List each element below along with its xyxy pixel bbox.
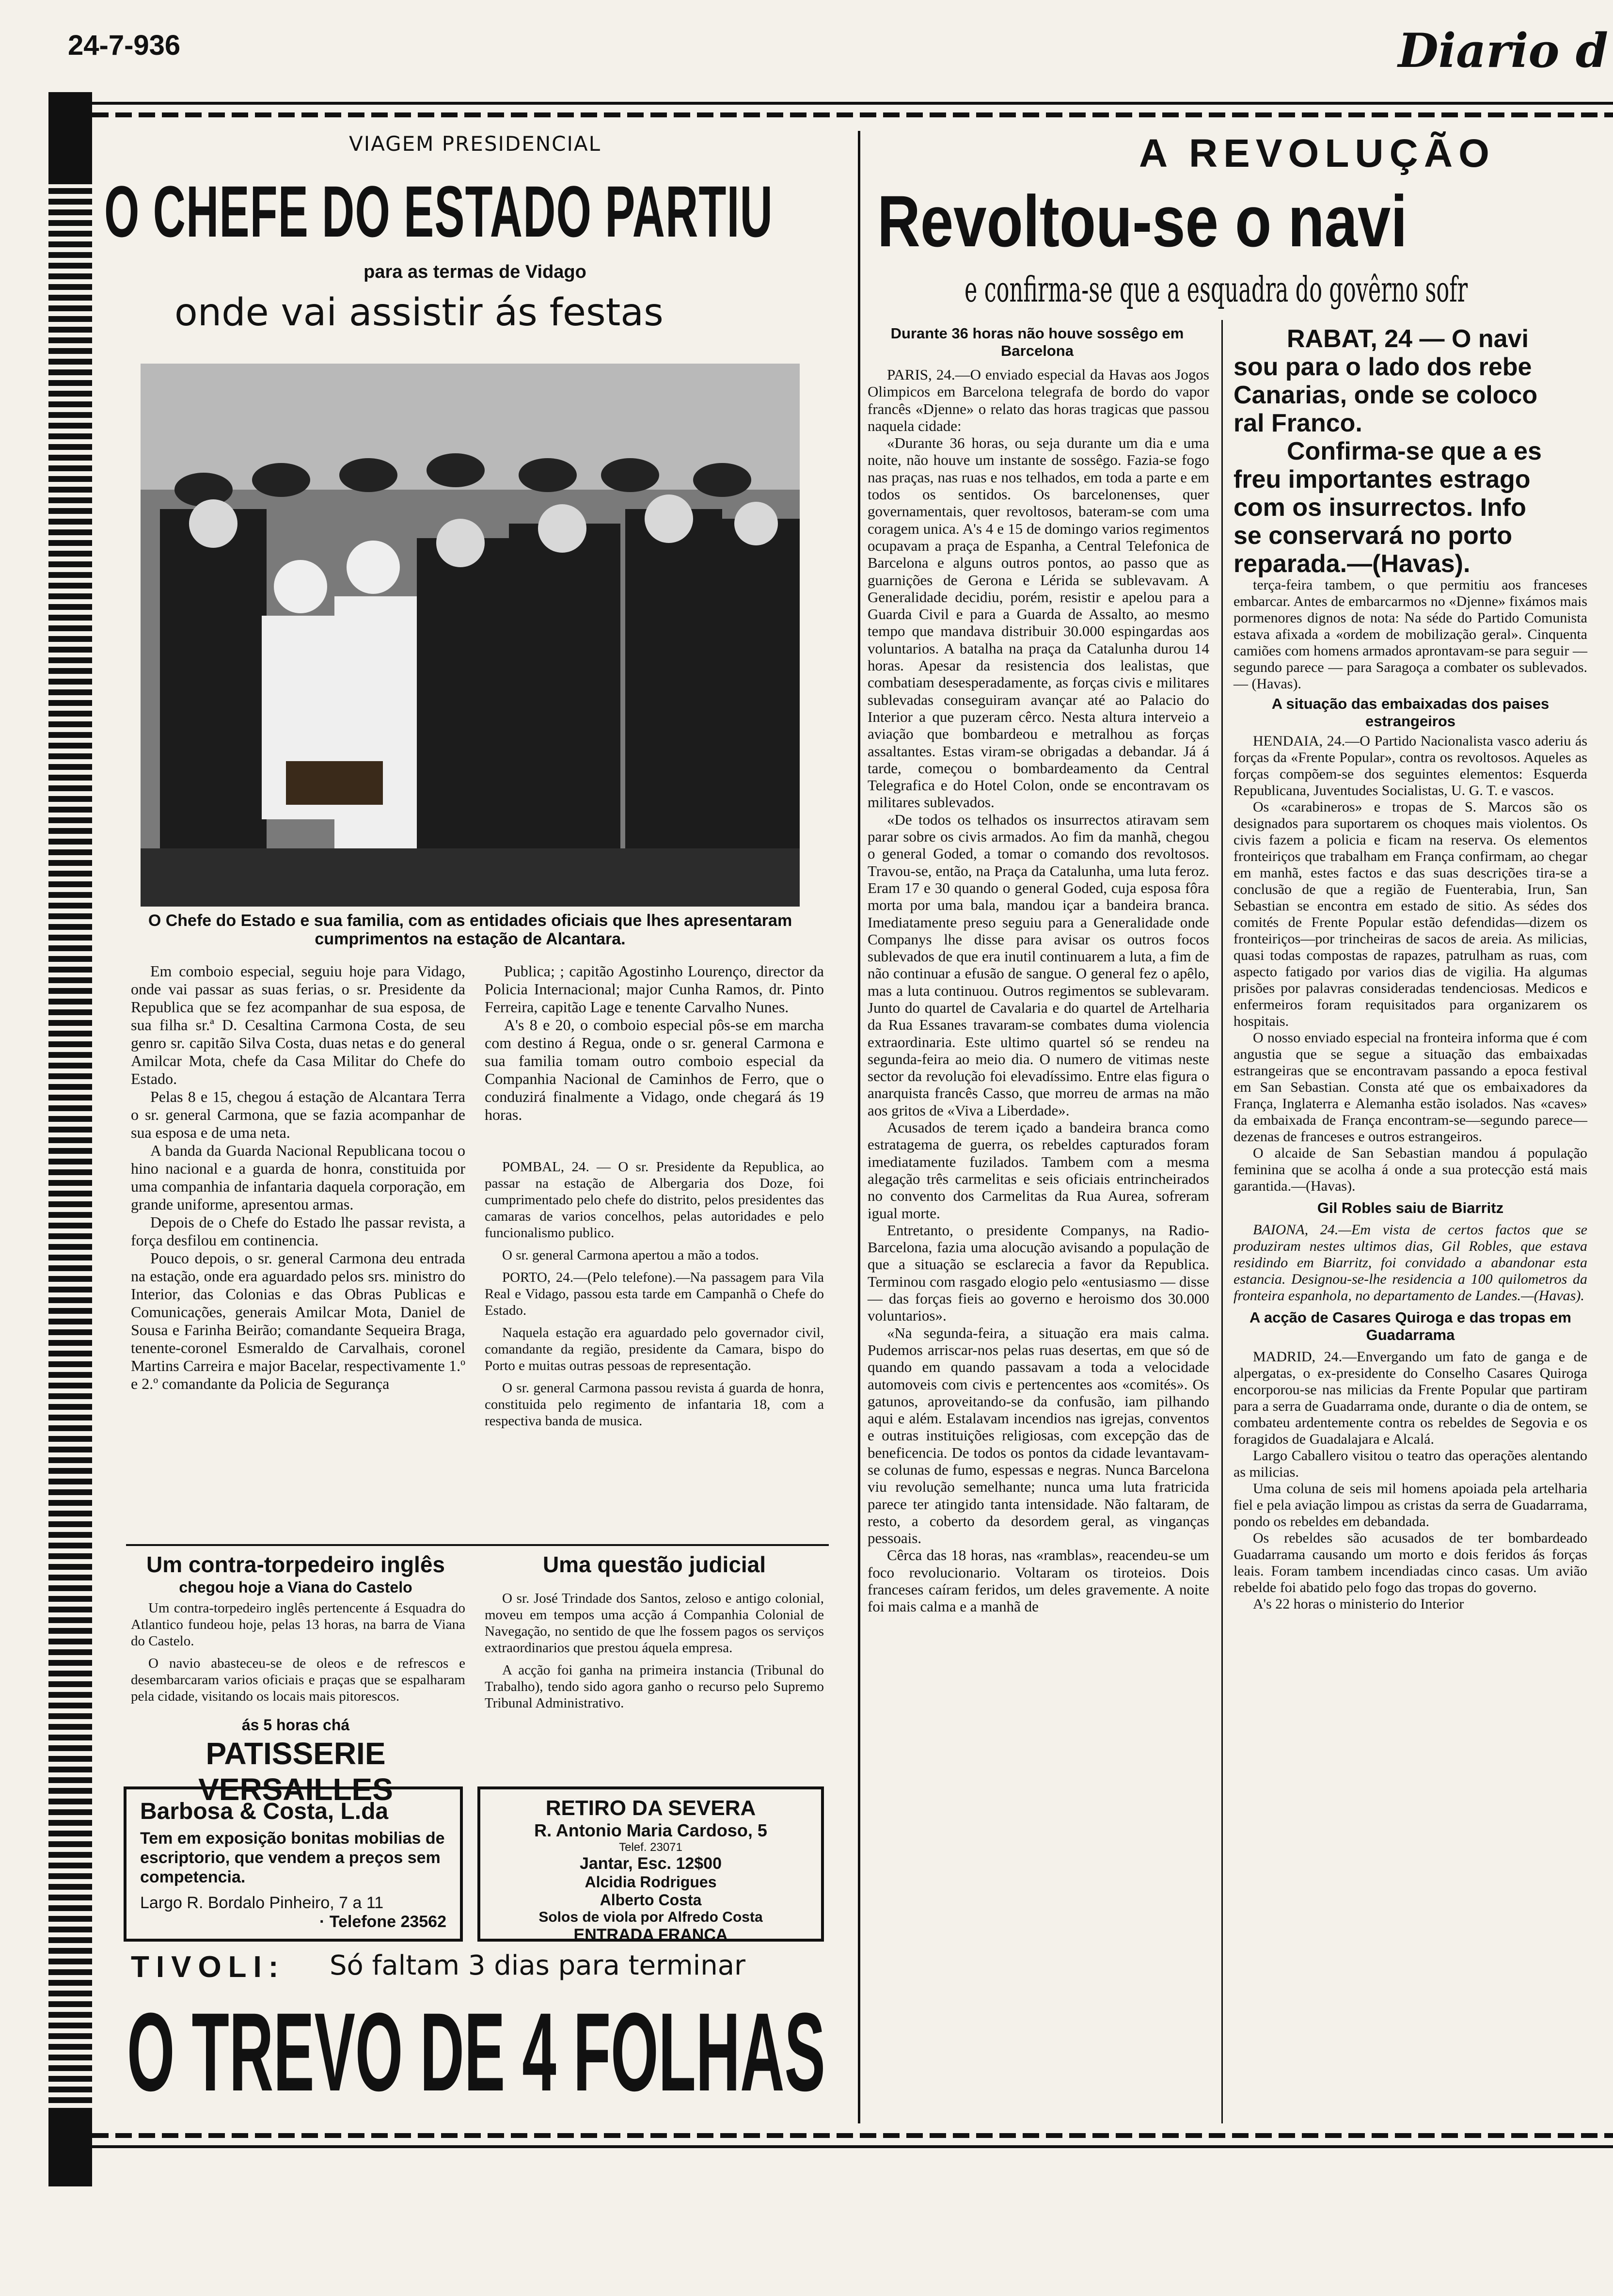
left-subhead: para as termas de Vidago bbox=[364, 262, 586, 282]
left-kicker: VIAGEM PRESIDENCIAL bbox=[348, 132, 601, 156]
barcelona-subhead: Durante 36 horas não houve sossêgo em Barcelona bbox=[890, 325, 1184, 359]
news-photo bbox=[141, 364, 800, 907]
rabat-line: RABAT, 24 — O navi bbox=[1287, 325, 1529, 353]
masthead: Diario d bbox=[1398, 23, 1608, 78]
severa-address: R. Antonio Maria Cardoso, 5 bbox=[534, 1820, 767, 1840]
paragraph: Os «carabineros» e tropas de S. Marcos são os designados para suportarem os choques mais violentos. Os civis fazem a policia e ficam na reserva. Os elementos fronteiriços que trabalham em França confirmam, ao chegar em manhã, estes factos e das suas descrições tira-se a conclusão de que a região de Fuenterabia, Irun, San Sebastian se encontra em estado de sitio. As sédes dos comités de Frente Popular estão defendidas—dizem os fronteiriços—por trincheiras de sacos de areia. As milicias, quasi todas compostas de rapazes, patrulham as ruas, com aspecto fatigado por varios dias de vigilia. Ha algumas prisões por palavras consideradas tendenciosas. Medicos e enfermeiros foram requisitados para organizarem os hospitais. bbox=[1233, 799, 1587, 1029]
paragraph: O navio abasteceu-se de oleos e de refrescos e desembarcaram varios oficiais e praças que se espalharam pela cidade, visitando os locais mais pitorescos. bbox=[131, 1656, 465, 1704]
paragraph: «Durante 36 horas, ou seja durante um dia e uma noite, não houve um instante de sossêgo. Fazia-se fogo nas praças, nas ruas e nos telhados, em toda a parte e em todos os sentidos. Os barcelonenses, quer governamentais, quer revoltosos, bateram-se com uma coragem unica. A's 4 e 15 de domingo varios regimentos ocupavam a praça de Espanha, a Central Telefonica de Barcelona e alguns outros pontos, ao passo que as guarnições de Gerona e Lérida se sublevavam. A Generalidade decidiu, porém, resistir e apelou para a Guarda Civil e para a Guarda de Assalto, ao mesmo tempo que mandava distribuir 30.000 espingardas aos voluntarios. A batalha na praça da Catalunha durou 14 horas. Apesar da resistencia dos lealistas, que combatiam desesperadamente, as forças civis e militares sublevadas conseguiram avançar até ao Palacio do Interior a que puzeram cêrco. Nesta altura interveio a aviação que bombardeou e metralhou as forças assaltantes. Estas viram-se obrigadas a debandar. Já á tarde, começou o bombardeamento da Central Telegrafica e do Hotel Colon, onde se encontravam os militares sublevados. bbox=[868, 434, 1209, 811]
torpedo-subhead: chegou hoje a Viana do Castelo bbox=[179, 1578, 412, 1596]
left-margin-block-top bbox=[48, 92, 92, 184]
severa-ad bbox=[477, 1786, 824, 1942]
paragraph: A acção foi ganha na primeira instancia (Tribunal do Trabalho), tendo sido agora ganho o recurso pelo Supremo Tribunal Administrativo. bbox=[485, 1662, 824, 1711]
paragraph: POMBAL, 24. — O sr. Presidente da Republica, ao passar na estação de Albergaria dos Doze, foi cumprimentado pelo chefe do distrito, pelos presidentes das camaras de varios concelhos, pelas autoridades e pelo funcionalismo publico. bbox=[485, 1159, 824, 1241]
paragraph: Em comboio especial, seguiu hoje para Vidago, onde vai passar as suas ferias, o sr. Presidente da Republica que se fez acompanhar de sua esposa, de sua filha sr.ª D. Cesaltina Carmona Costa, de seu genro sr. capitão Silva Costa, duas netas e do general Amilcar Mota, chefe da Casa Militar do Chefe do Estado. bbox=[131, 962, 465, 1087]
bottom-rule bbox=[92, 2145, 1613, 2148]
torpedo-headline: Um contra-torpedeiro inglês bbox=[146, 1552, 445, 1577]
rabat-line: sou para o lado dos rebe bbox=[1233, 353, 1532, 381]
paragraph: Entretanto, o presidente Companys, na Radio-Barcelona, fazia uma alocução avisando a população de que a situação se esclarecia a favor da Republica. Terminou com rasgado elogio pelo «entusiasmo — disse — das forças fieis ao governo e heroismo dos 30.000 voluntarios». bbox=[868, 1221, 1209, 1324]
barbosa-phone: · Telefone 23562 bbox=[319, 1913, 446, 1931]
photo-caption: O Chefe do Estado e sua familia, com as entidades oficiais que lhes apresentaram cumprimentos na estação de Alcantara. bbox=[148, 911, 792, 948]
rabat-line: ral Franco. bbox=[1233, 409, 1362, 437]
paragraph: BAIONA, 24.—Em vista de certos factos que se produziram nestes ultimos dias, Gil Robles, que estava residindo em Biarritz, foi convidado a abandonar esta estancia. Designou-se-lhe residencia a 100 quilometros da fronteira espanhola, no departamento de Landes.—(Havas). bbox=[1233, 1222, 1587, 1304]
severa-artist-1: Alcidia Rodrigues bbox=[585, 1873, 717, 1891]
rabat-line: Confirma-se que a es bbox=[1287, 437, 1542, 465]
tivoli-label: TIVOLI: bbox=[131, 1950, 285, 1984]
barcelona-column bbox=[868, 366, 1209, 1615]
paragraph: A's 22 horas o ministerio do Interior bbox=[1253, 1596, 1464, 1612]
top-dashed-rule bbox=[92, 112, 1613, 117]
embassy-subhead: A situação das embaixadas dos paises estrangeiros bbox=[1271, 695, 1550, 730]
left-column-1 bbox=[131, 962, 465, 1393]
paragraph: Pouco depois, o sr. general Carmona deu entrada na estação, onde era aguardado pelos srs. ministro do Interior, das Colonias e das Obras Publicas e Comunicações, generais Amilcar Mota, Daniel de Sousa e Farinha Beirão; comandante Sequeira Braga, tenente-coronel Esmeraldo de Carvalhais, coronel Martins Carreira e major Bacelar, respectivamente 1.º e 2.º comandante da Policia de Segurança bbox=[131, 1249, 465, 1392]
paragraph: «Na segunda-feira, a situação era mais calma. Pudemos arriscar-nos pelas ruas desertas, em que só de quando em quando passavam a toda a velocidade automoveis com civis e pertencentes aos «comités». Os gatunos, aproveitando-se da confusão, iam pilhando aqui e além. Estalavam incendios nas igrejas, conventos e outras instituições religiosas, com excepção das de beneficencia. De todos os pontos da cidade levantavam-se colunas de fumo, espessas e negras. Nunca Barcelona viu revolução semelhante; nunca uma luta fratricida parece ter atingido tanta intensidade. Não faltaram, de resto, a coberto da desordem geral, as vinganças pessoais. bbox=[868, 1324, 1209, 1547]
rabat-line: reparada.—(Havas). bbox=[1233, 550, 1471, 578]
paragraph: O sr. José Trindade dos Santos, zeloso e antigo colonial, moveu em tempos uma acção á Companhia Colonial de Navegação, no sentido de que lhe fossem pagos os serviços extraordinarios que prestou áquela empresa. bbox=[485, 1591, 824, 1656]
paragraph: O sr. general Carmona passou revista á guarda de honra, constituida pelo regimento de infantaria 18, com a respectiva banda de musica. bbox=[485, 1380, 824, 1429]
quiroga-subhead: A acção de Casares Quiroga e das tropas em Guadarrama bbox=[1249, 1309, 1571, 1343]
tivoli-film-title: O TREVO DE 4 FOLHAS bbox=[127, 1990, 825, 2114]
paragraph: terça-feira tambem, o que permitiu aos franceses embarcar. Antes de embarcarmos no «Djenne» fixámos mais pormenores dignos de nota: Na séde do Partido Comunista estava afixada a «ordem de mobilização geral». Cinquenta camiões com homens armados aprontavam-se para seguir — segundo parece — para Saragoça a combater os sublevados. — (Havas). bbox=[1233, 577, 1587, 692]
severa-artist-3: Solos de viola por Alfredo Costa bbox=[538, 1909, 763, 1925]
paragraph: Cêrca das 18 horas, nas «ramblas», reacendeu-se um foco revolucionario. Voltaram os tiroteios. Dois franceses caíram feridos, um deles gravemente. A noite foi mais calma e a manhã de bbox=[868, 1547, 1209, 1615]
paragraph: PORTO, 24.—(Pelo telefone).—Na passagem para Vila Real e Vidago, passou esta tarde em Campanhã o Chefe do Estado. bbox=[485, 1270, 824, 1318]
paragraph: O sr. general Carmona apertou a mão a todos. bbox=[502, 1247, 759, 1263]
photo-illustration bbox=[141, 364, 800, 907]
paragraph: Pelas 8 e 15, chegou á estação de Alcantara Terra o sr. general Carmona, que se fazia acompanhar de sua esposa e de uma neta. bbox=[131, 1088, 465, 1141]
paragraph: PARIS, 24.—O enviado especial da Havas aos Jogos Olimpicos em Barcelona telegrafa de bordo do vapor francês «Djenne» o relato das horas tragicas que passou naquela cidade: bbox=[868, 366, 1209, 434]
left-headline: O CHEFE DO ESTADO PARTIU bbox=[104, 171, 774, 252]
severa-artist-2: Alberto Costa bbox=[600, 1891, 702, 1909]
barbosa-ad bbox=[124, 1786, 463, 1942]
section-rule bbox=[126, 1544, 829, 1546]
severa-title: RETIRO DA SEVERA bbox=[545, 1796, 756, 1820]
rabat-bulletin bbox=[1233, 325, 1612, 578]
left-deck: onde vai assistir ás festas bbox=[174, 291, 664, 335]
left-column-2-dispatches bbox=[485, 1159, 824, 1435]
left-margin-block-bottom bbox=[48, 2114, 92, 2186]
patisserie-tagline: ás 5 horas chá bbox=[241, 1716, 350, 1734]
issue-date: 24-7-936 bbox=[68, 30, 181, 61]
severa-phone: Telef. 23071 bbox=[619, 1841, 682, 1854]
tivoli-subtitle: Só faltam 3 dias para terminar bbox=[330, 1950, 746, 1981]
paragraph: MADRID, 24.—Envergando um fato de ganga e de alpergatas, o ex-presidente do Conselho Casares Quiroga encorporou-se nas milicias da Frente Popular que partiram para a serra de Guadarrama onde, durante o dia de ontem, se combateu ardentemente contra os rebeldes de Segovia e os foragidos de Guadalajara e Alcalá. bbox=[1233, 1349, 1587, 1447]
left-margin-bar bbox=[48, 92, 92, 2177]
paragraph: Largo Caballero visitou o teatro das operações alentando as milicias. bbox=[1233, 1448, 1587, 1480]
top-rule bbox=[92, 102, 1613, 105]
bottom-dashed-rule bbox=[92, 2133, 1613, 2138]
paragraph: «De todos os telhados os insurrectos atiravam sem parar sobre os civis armados. Ao fim da manhã, chegou o general Goded, a tomar o comando dos revoltosos. Travou-se, então, na Praça da Catalunha, uma luta feroz. Eram 17 e 30 quando o general Goded, cuja esposa fôra morta por uma bala, mandou içar a bandeira branca. Imediatamente preso seguiu para a Generalidade onde Companys lhe disse para avisar os outros focos sublevados de que era inutil continuarem a luta, a fim de não continuar a efusão de sangue. O general fez o apêlo, mas a luta continuou. Outros regimentos se sublevaram. Junto do quartel de Cavalaria e do quartel de Artelharia da Rua Essanes travaram-se combates duma violencia extraordinaria. Este ultimo quartel só se rendeu na segunda-feira ao meio dia. O numero de vitimas neste sector da revolução foi elevadíssimo. Entre elas figura o anarquista francês Casso, que morreu de armas na mão aos gritos de «Viva a Liberdade». bbox=[868, 811, 1209, 1119]
rabat-line: se conservará no porto bbox=[1233, 522, 1513, 550]
rabat-line: com os insurrectos. Info bbox=[1233, 494, 1526, 522]
right-kicker: A REVOLUÇÃO bbox=[1139, 131, 1495, 175]
paragraph: A's 8 e 20, o comboio especial pôs-se em marcha com destino á Regua, onde o sr. general Carmona e sua familia tomam outro comboio especial da Companhia Nacional de Caminhos de Ferro, que o conduzirá finalmente a Vidago, onde chegará ás 19 horas. bbox=[485, 1016, 824, 1123]
right-deck: e confirma-se que a esquadra do govêrno sofr bbox=[965, 269, 1468, 310]
paragraph: Publica; ; capitão Agostinho Lourenço, director da Policia Internacional; major Cunha Ramos, dr. Pinto Ferreira, capitão Lage e tenente Carvalho Nunes. bbox=[485, 962, 824, 1016]
gil-robles-subhead: Gil Robles saiu de Biarritz bbox=[1317, 1199, 1504, 1216]
barbosa-address: Largo R. Bordalo Pinheiro, 7 a 11 bbox=[140, 1894, 384, 1912]
right-headline: Revoltou-se o navi bbox=[877, 180, 1407, 262]
rabat-line: Canarias, onde se coloco bbox=[1233, 381, 1538, 409]
paragraph: Naquela estação era aguardado pelo governador civil, comandante da região, presidente da Camara, bispo do Porto e muitas outras pessoas de representação. bbox=[485, 1325, 824, 1373]
severa-dinner: Jantar, Esc. 12$00 bbox=[579, 1854, 722, 1873]
patisserie-ad: PATISSERIE VERSAILLES bbox=[198, 1736, 393, 1807]
judicial-headline: Uma questão judicial bbox=[542, 1552, 766, 1577]
left-column-2 bbox=[485, 962, 824, 1124]
right-column-divider bbox=[1221, 320, 1223, 2123]
severa-entry: ENTRADA FRANCA bbox=[573, 1926, 728, 1944]
paragraph: A banda da Guarda Nacional Republicana tocou o hino nacional e a guarda de honra, constituida por uma companhia de infantaria daquela corporação, em grande uniforme, apresentou armas. bbox=[131, 1142, 465, 1213]
paragraph: Uma coluna de seis mil homens apoiada pela artelharia fiel e pela aviação limpou as cristas da serra de Guadarrama, pondo os rebeldes em debandada. bbox=[1233, 1481, 1587, 1530]
paragraph: Acusados de terem içado a bandeira branca como estratagema de guerra, os rebeldes capturados foram imediatamente fuzilados. Tambem com a mesma alegação três carmelitas e seis oficiais entrincheirados no convento dos Carmelitas da Rua Aurea, sofreram igual morte. bbox=[868, 1119, 1209, 1222]
right-column bbox=[1233, 577, 1587, 1612]
paragraph: O alcaide de San Sebastian mandou á população feminina que se acolha á onde a sua protecção está mais garantida.—(Havas). bbox=[1233, 1145, 1587, 1194]
paragraph: HENDAIA, 24.—O Partido Nacionalista vasco aderiu ás forças da «Frente Popular», contra os revoltosos. Aqueles as forças compõem-se dos seguintes elementos: Esquerda Republicana, Juventudes Socialistas, U. G. T. e vascos. bbox=[1233, 733, 1587, 798]
barbosa-title: Barbosa & Costa, L.da bbox=[140, 1799, 389, 1824]
judicial-body bbox=[485, 1590, 824, 1717]
paragraph: O nosso enviado especial na fronteira informa que é com angustia que se segue a situação das embaixadas estrangeiras que se encontravam passando a epoca festival em San Sebastian. Consta até que os embaixadores da França, Inglaterra e Alemanha estão isolados. Nas «caves» da embaixada de França encontram-se—segundo parece—dezenas de franceses e outros estrangeiros. bbox=[1233, 1030, 1587, 1145]
rabat-line: freu importantes estrago bbox=[1233, 465, 1531, 494]
paragraph: Um contra-torpedeiro inglês pertencente á Esquadra do Atlantico fundeou hoje, pelas 13 horas, na barra de Viana do Castelo. bbox=[131, 1600, 465, 1649]
column-divider bbox=[858, 131, 860, 2123]
barbosa-text: Tem em exposição bonitas mobilias de escriptorio, que vendem a preços sem competencia. bbox=[140, 1829, 445, 1886]
torpedo-body bbox=[131, 1600, 465, 1710]
paragraph: Depois de o Chefe do Estado lhe passar revista, a força desfilou em continencia. bbox=[131, 1213, 465, 1249]
paragraph: Os rebeldes são acusados de ter bombardeado Guadarrama causando um morto e dois feridos ás forças leais. Foram tambem incendiadas cinco casas. Um avião rebelde foi abatido pelo fogo das tropas do governo. bbox=[1233, 1530, 1587, 1595]
